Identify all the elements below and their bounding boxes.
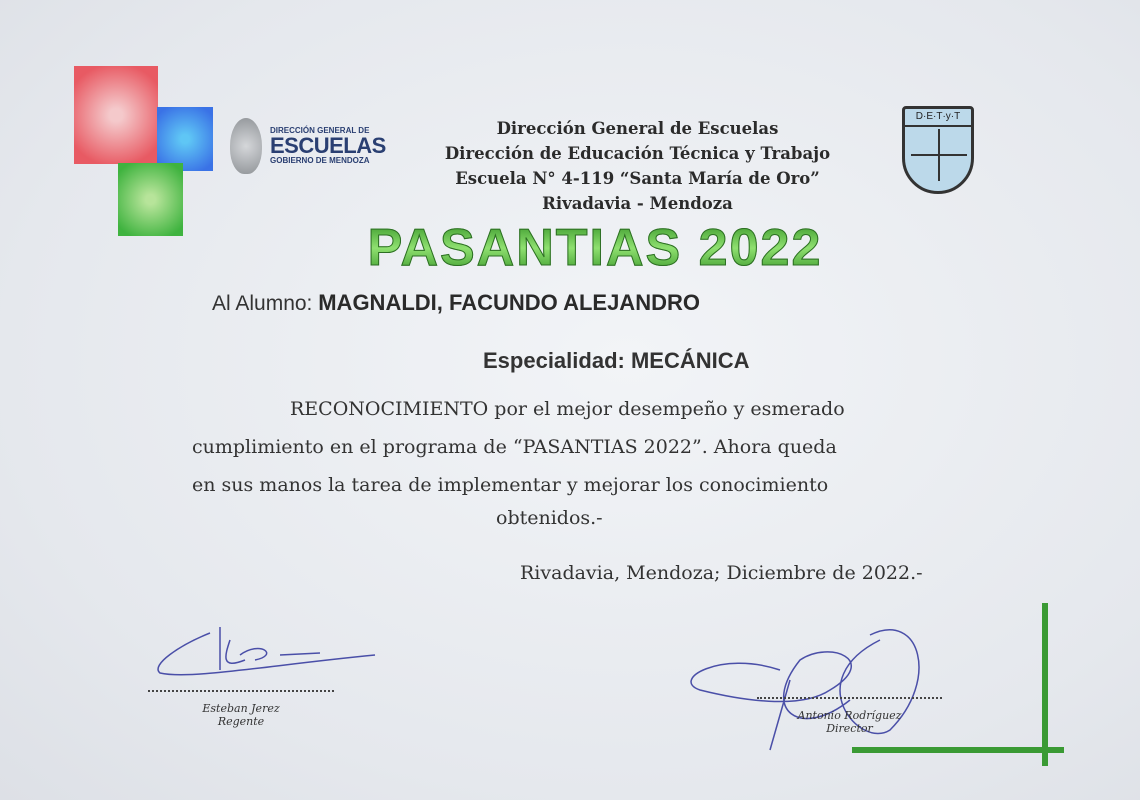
blue-square-decoration bbox=[157, 107, 213, 171]
institution-header bbox=[380, 116, 895, 216]
specialty-label: Especialidad: bbox=[483, 348, 625, 373]
logo-line3: GOBIERNO DE MENDOZA bbox=[270, 156, 370, 165]
signer-name: Esteban Jerez bbox=[202, 702, 280, 715]
student-name: MAGNALDI, FACUNDO ALEJANDRO bbox=[318, 290, 700, 315]
header-line: Rivadavia - Mendoza bbox=[542, 194, 733, 213]
coat-of-arms-icon bbox=[230, 118, 262, 174]
certificate-title: PASANTIAS 2022 bbox=[300, 218, 890, 278]
logo-line2: ESCUELAS bbox=[270, 133, 386, 158]
dge-logo bbox=[230, 118, 386, 174]
body-line: RECONOCIMIENTO por el mejor desempeño y esmerado bbox=[290, 398, 845, 420]
header-line: Dirección de Educación Técnica y Trabajo bbox=[444, 144, 831, 163]
red-square-decoration bbox=[74, 66, 158, 164]
signature-block-regente bbox=[148, 690, 334, 728]
date-line: Rivadavia, Mendoza; Diciembre de 2022.- bbox=[520, 562, 923, 584]
regente-signature bbox=[150, 625, 380, 685]
signer-role: Regente bbox=[217, 715, 265, 728]
body-line: obtenidos.- bbox=[496, 507, 603, 529]
signer-name: Antonio Rodríguez bbox=[797, 709, 902, 722]
specialty-value: MECÁNICA bbox=[630, 348, 750, 373]
green-horizontal-line bbox=[852, 747, 1064, 753]
detyt-shield-logo bbox=[902, 106, 974, 194]
student-label: Al Alumno: bbox=[212, 292, 313, 315]
specialty-line bbox=[483, 348, 750, 374]
header-line: Dirección General de Escuelas bbox=[496, 119, 779, 138]
body-line: en sus manos la tarea de implementar y mejorar los conocimiento bbox=[192, 474, 829, 496]
logo-line1: DIRECCIÓN GENERAL DE bbox=[270, 126, 370, 135]
body-line: cumplimiento en el programa de “PASANTIAS 2022”. Ahora queda bbox=[192, 436, 837, 458]
student-line bbox=[212, 290, 700, 316]
header-line: Escuela N° 4-119 “Santa María de Oro” bbox=[455, 169, 820, 188]
signature-block-director bbox=[757, 697, 942, 735]
green-square-decoration bbox=[118, 163, 183, 236]
shield-label: D·E·T·y·T bbox=[905, 109, 971, 127]
signer-role: Director bbox=[826, 722, 873, 735]
green-vertical-line bbox=[1042, 603, 1048, 766]
